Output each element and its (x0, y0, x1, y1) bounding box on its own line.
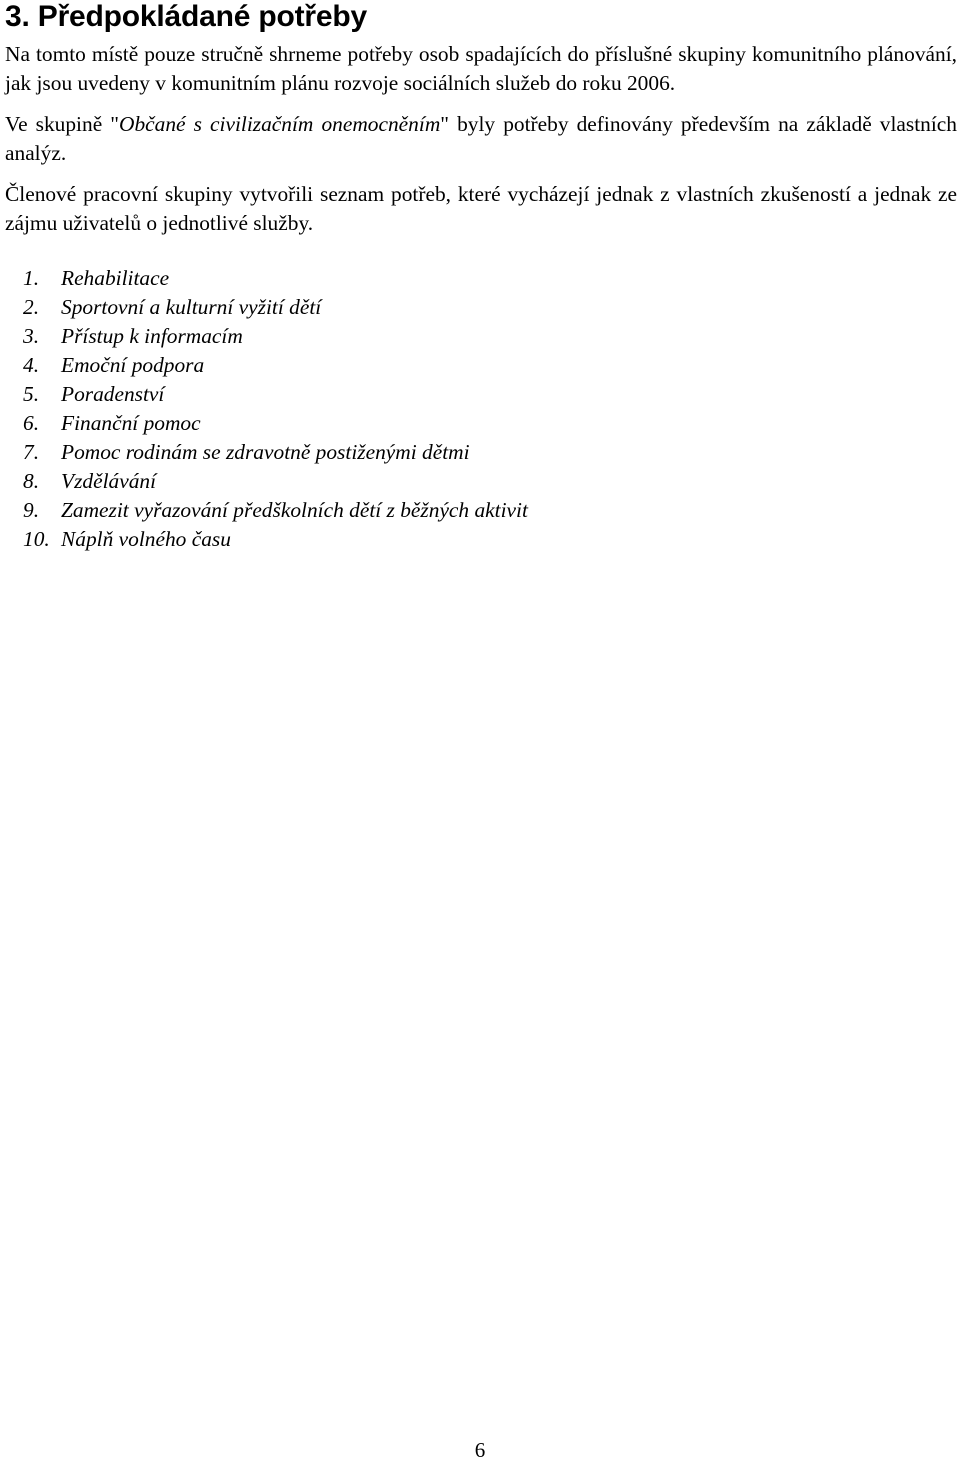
list-item-text: Pomoc rodinám se zdravotně postiženými dětmi (61, 440, 470, 464)
list-item-number: 6. (23, 411, 40, 435)
list-item-text: Emoční podpora (61, 353, 205, 377)
list-item-number: 4. (23, 353, 40, 377)
list-item-text: Zamezit vyřazování předškolních dětí z běžných aktivit (61, 498, 528, 522)
list-item-number: 1. (23, 266, 40, 290)
document-page (5, 0, 957, 554)
list-item-text: Vzdělávání (61, 469, 157, 493)
list-item-text: Náplň volného času (61, 527, 231, 551)
list-item (5, 380, 957, 409)
list-item-number: 2. (23, 295, 40, 319)
list-item (5, 496, 957, 525)
section-heading: 3. Předpokládané potřeby (5, 0, 367, 33)
list-item (5, 409, 957, 438)
list-item (5, 351, 957, 380)
list-item-text: Rehabilitace (61, 266, 170, 290)
intro-paragraph: Na tomto místě pouze stručně shrneme potřeby osob spadajících do příslušné skupiny komunitního plánování, jak jsou uvedeny v komunitním plánu rozvoje sociálních služeb do roku 2006. (5, 42, 957, 95)
group-paragraph (5, 110, 957, 168)
list-item-number: 8. (23, 469, 40, 493)
list-item-text: Poradenství (61, 382, 165, 406)
list-item-text: Finanční pomoc (61, 411, 201, 435)
list-item-number: 9. (23, 498, 40, 522)
list-item-text: Sportovní a kulturní vyžití dětí (61, 295, 322, 319)
list-item-number: 3. (23, 324, 40, 348)
list-item-number: 5. (23, 382, 40, 406)
list-item (5, 438, 957, 467)
page-number: 6 (474, 1438, 486, 1462)
list-item-number: 10. (23, 527, 50, 551)
list-item (5, 264, 957, 293)
needs-list (5, 264, 957, 554)
list-item (5, 525, 957, 554)
list-item (5, 322, 957, 351)
list-item (5, 467, 957, 496)
group-paragraph-suffix: " byly potřeby definovány především na základě vlastních analýz. (5, 112, 957, 165)
list-item-text: Přístup k informacím (61, 324, 243, 348)
list-item (5, 293, 957, 322)
group-paragraph-prefix: Ve skupině " (5, 112, 120, 136)
members-paragraph: Členové pracovní skupiny vytvořili seznam potřeb, které vycházejí jednak z vlastních zkušeností a jednak ze zájmu uživatelů o jednotlivé služby. (5, 182, 957, 235)
list-item-number: 7. (23, 440, 40, 464)
group-name: Občané s civilizačním onemocněním (119, 112, 441, 136)
